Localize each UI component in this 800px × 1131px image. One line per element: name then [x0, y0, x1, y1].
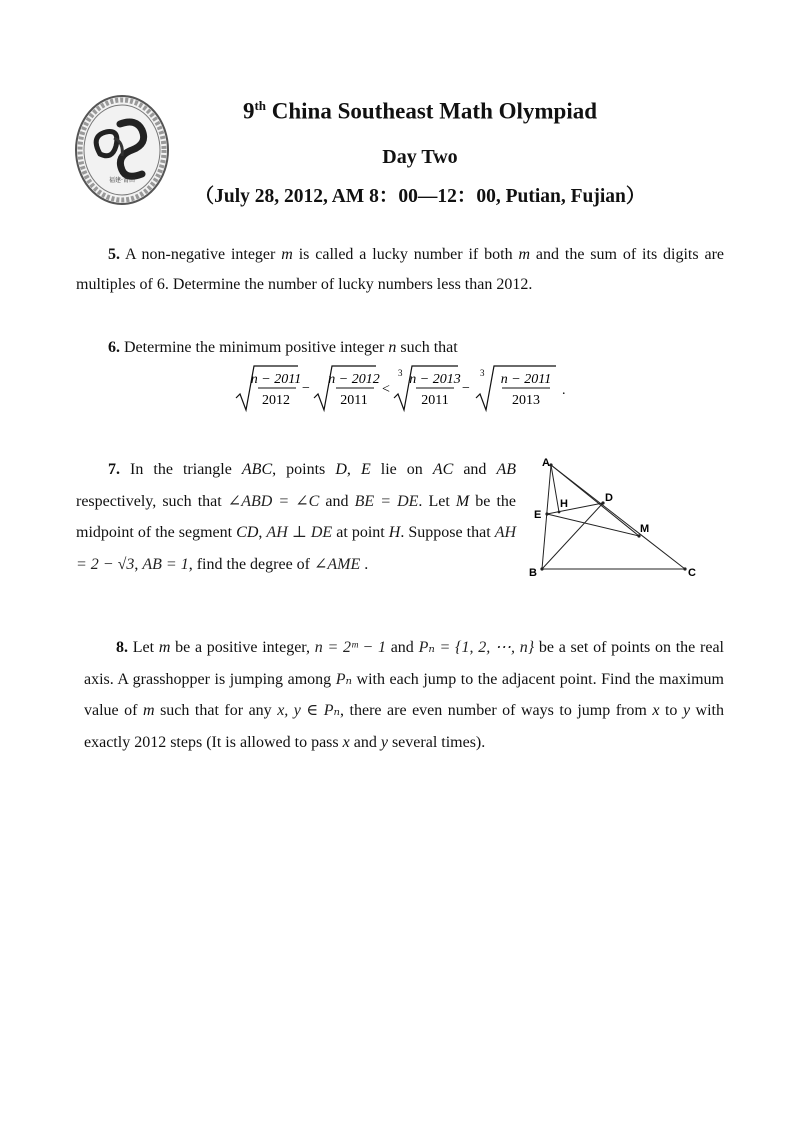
- problem-text: and: [453, 461, 497, 478]
- math-var: x: [342, 733, 350, 751]
- label-h: H: [560, 498, 568, 510]
- title-rest: China Southeast Math Olympiad: [266, 98, 598, 124]
- less-than-sign: <: [382, 382, 390, 397]
- problem-text: . Suppose that: [400, 524, 495, 541]
- label-e: E: [534, 509, 542, 521]
- math-expr: Pₙ: [335, 670, 352, 688]
- problem-number: 7.: [108, 461, 120, 478]
- math-var: m: [281, 246, 293, 263]
- root-index: 3: [398, 368, 403, 378]
- math-var: AB: [496, 461, 517, 478]
- t3-denominator: 2011: [421, 393, 449, 408]
- math-var: n: [388, 339, 397, 356]
- segment-ah: [551, 465, 559, 512]
- inequality-formula: [234, 364, 594, 414]
- math-expr: AH = 2 − √3: [76, 524, 517, 573]
- root-index: 3: [480, 368, 485, 378]
- problem-text: , there are even number of ways to jump from: [340, 702, 653, 719]
- problem-number: 5.: [108, 246, 120, 263]
- problem-text: be the midpoint of the segment: [76, 492, 516, 541]
- math-var: AC: [432, 461, 454, 478]
- problem-text: , find the degree of: [188, 555, 314, 573]
- math-expr: BE = DE: [354, 492, 419, 510]
- problem-text: is called a lucky number if both: [292, 246, 519, 263]
- math-expr: x, y ∈ Pₙ: [277, 702, 341, 719]
- problem-text: be a positive integer,: [170, 639, 315, 656]
- problem-text: and: [319, 492, 355, 510]
- t1-denominator: 2012: [262, 393, 290, 408]
- date-line: （July 28, 2012, AM 8：00—12：00, Putian, Fujian）: [194, 186, 646, 207]
- page-title: [0, 98, 800, 125]
- problem-number: 8.: [116, 639, 128, 656]
- title-sup: th: [254, 98, 267, 113]
- math-var: m: [518, 246, 531, 263]
- logo-caption: 福建·莆田: [109, 177, 135, 184]
- problem-text: at point: [332, 524, 389, 541]
- problem-text: . Let: [418, 492, 456, 510]
- problem-number: 6.: [108, 339, 120, 356]
- problem-5: [76, 240, 724, 300]
- problem-text: and: [385, 639, 419, 656]
- math-expr: AB = 1: [142, 555, 189, 573]
- label-c: C: [688, 567, 696, 579]
- period: .: [562, 383, 566, 398]
- problem-text: with exactly 2012 steps (It is allowed to pass: [84, 702, 725, 751]
- minus-sign: −: [302, 381, 310, 396]
- problem-text: ,: [258, 524, 267, 541]
- problem-text: respectively, such that: [76, 492, 228, 510]
- segment-ab: [542, 465, 551, 569]
- label-a: A: [542, 457, 550, 469]
- t2-numerator: n − 2012: [328, 372, 380, 387]
- problem-text: and the sum of its digits are multiples of 6. Determine the number of lucky numbers less than 2012.: [76, 246, 725, 293]
- problem-text: , points: [272, 461, 336, 478]
- t1-numerator: n − 2011: [250, 372, 302, 387]
- problem-8: [84, 632, 724, 758]
- label-d: D: [605, 492, 613, 504]
- t2-denominator: 2011: [340, 393, 368, 408]
- problem-6: [76, 333, 724, 363]
- label-m: M: [640, 523, 650, 535]
- problem-text: .: [360, 555, 369, 573]
- math-var: E: [360, 461, 371, 478]
- problem-text: In the triangle: [120, 461, 242, 478]
- problem-text: with each jump to the adjacent point. Find the maximum value of: [84, 670, 725, 719]
- math-var: M: [455, 492, 470, 510]
- math-expr: AH ⊥ DE: [266, 524, 333, 541]
- problem-text: Determine the minimum positive integer: [120, 339, 389, 356]
- triangle-figure: [525, 455, 715, 580]
- problem-text: ,: [346, 461, 361, 478]
- math-expr: n = 2ᵐ − 1: [314, 639, 386, 656]
- problem-text: such that for any: [154, 702, 278, 719]
- problem-7: [76, 454, 516, 580]
- math-var: y: [380, 733, 388, 751]
- math-expr: ∠ABD = ∠C: [227, 492, 320, 510]
- problem-text: such that: [396, 339, 458, 356]
- math-var: m: [158, 639, 171, 656]
- minus-sign: −: [462, 381, 470, 396]
- problem-text: be a set of points on the real axis. A grasshopper is jumping among: [84, 639, 724, 688]
- math-var: CD: [236, 524, 259, 541]
- problem-text: and: [349, 733, 381, 751]
- math-var: D: [335, 461, 347, 478]
- problem-text: Let: [128, 639, 159, 656]
- label-b: B: [529, 567, 537, 579]
- math-var: m: [143, 702, 155, 719]
- title-ordinal: 9: [242, 98, 255, 124]
- math-expr: Pₙ = {1, 2, ⋯, n}: [418, 639, 535, 656]
- math-var: ABC: [241, 461, 273, 478]
- day-heading: Day Two: [382, 146, 458, 168]
- t3-numerator: n − 2013: [409, 372, 461, 387]
- t4-denominator: 2013: [512, 393, 540, 408]
- math-var: x: [652, 702, 660, 719]
- problem-text: several times).: [387, 733, 486, 751]
- math-var: H: [388, 524, 401, 541]
- t4-numerator: n − 2011: [500, 372, 552, 387]
- math-var: y: [682, 702, 691, 719]
- problem-text: ,: [134, 555, 143, 573]
- problem-text: A non-negative integer: [120, 246, 282, 263]
- problem-text: lie on: [370, 461, 433, 478]
- math-expr: ∠AME: [314, 555, 361, 573]
- problem-text: to: [659, 702, 683, 719]
